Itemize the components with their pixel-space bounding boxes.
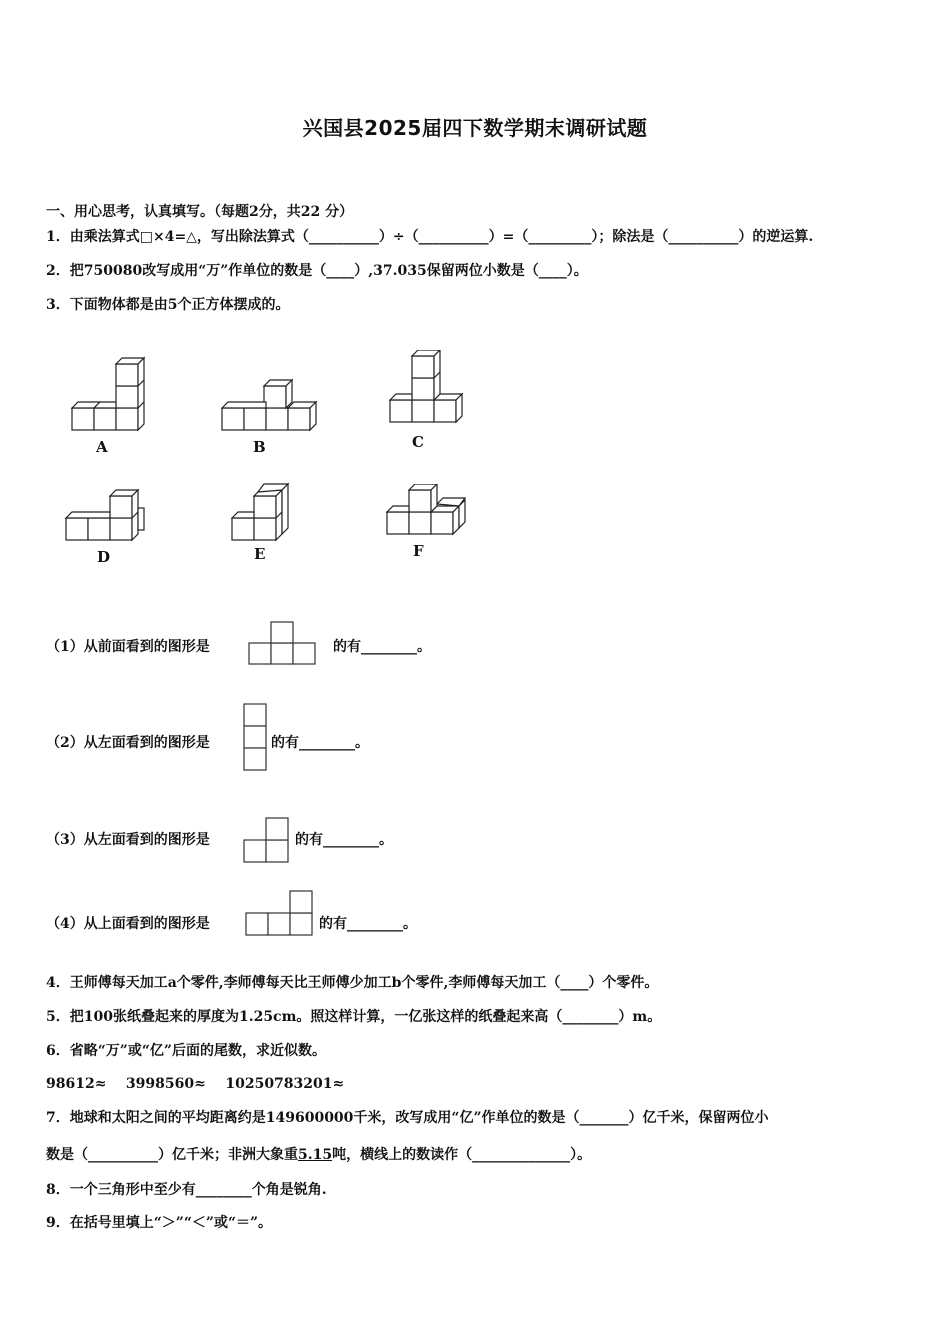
sub-question-1-prefix: （1）从前面看到的图形是 (46, 639, 210, 655)
question-7-line-2-prefix: 数是（__________）亿千米；非洲大象重 (46, 1147, 298, 1163)
sub-question-4-prefix: （4）从上面看到的图形是 (46, 916, 210, 932)
figure-label-a: A (96, 438, 108, 456)
sub-question-1-answer: 的有________。 (333, 639, 431, 655)
cube-figure-f (383, 484, 473, 544)
question-4: 4．王师傅每天加工a个零件,李师傅每天比王师傅少加工b个零件,李师傅每天加工（____）个零件。 (46, 975, 659, 991)
figure-label-d: D (97, 548, 111, 566)
cube-figure-a (68, 356, 148, 436)
cube-figure-d (62, 488, 152, 548)
front-view-shape (247, 620, 317, 666)
sub-question-2-answer: 的有________。 (271, 735, 369, 751)
figure-label-c: C (412, 433, 424, 451)
question-6-items: 98612≈ 3998560≈ 10250783201≈ (46, 1076, 345, 1092)
section-heading: 一、用心思考，认真填写。（每题2分，共22 分） (46, 204, 354, 220)
figure-label-e: E (254, 545, 266, 563)
cube-figure-c (386, 350, 466, 430)
sub-question-1 (46, 637, 210, 657)
sub-question-3-answer: 的有________。 (295, 832, 393, 848)
left-view-shape-l (242, 816, 292, 864)
left-view-shape-column (242, 702, 268, 772)
sub-question-3-prefix: （3）从左面看到的图形是 (46, 832, 210, 848)
question-7-line-2 (46, 1145, 591, 1165)
sub-question-2-prefix: （2）从左面看到的图形是 (46, 735, 210, 751)
page-title: 兴国县2025届四下数学期末调研试题 (302, 116, 648, 140)
figure-label-b: B (253, 438, 266, 456)
sub-question-4-answer: 的有________。 (319, 916, 417, 932)
question-3: 3．下面物体都是由5个正方体摆成的。 (46, 297, 290, 313)
question-8: 8．一个三角形中至少有________个角是锐角. (46, 1182, 327, 1198)
question-5: 5．把100张纸叠起来的厚度为1.25cm。照这样计算，一亿张这样的纸叠起来高（________）m。 (46, 1009, 662, 1025)
cube-figure-e (228, 480, 298, 550)
question-7-line-2-suffix: 吨，横线上的数读作（______________）。 (332, 1147, 592, 1163)
question-9: 9．在括号里填上“＞”“＜”或“＝”。 (46, 1215, 273, 1231)
underlined-weight: 5.15 (298, 1147, 333, 1163)
cube-figure-b (218, 376, 318, 436)
question-7-line-1: 7．地球和太阳之间的平均距离约是149600000千米，改写成用“亿”作单位的数是（_______）亿千米，保留两位小 (46, 1110, 769, 1126)
question-1: 1．由乘法算式□×4=△，写出除法算式（__________）÷（__________）=（_________）；除法是（__________）的逆运算. (46, 229, 814, 245)
question-6: 6．省略“万”或“亿”后面的尾数，求近似数。 (46, 1043, 326, 1059)
question-2: 2．把750080改写成用“万”作单位的数是（____）,37.035保留两位小数是（____）。 (46, 263, 588, 279)
figure-label-f: F (413, 542, 424, 560)
top-view-shape (244, 889, 316, 939)
